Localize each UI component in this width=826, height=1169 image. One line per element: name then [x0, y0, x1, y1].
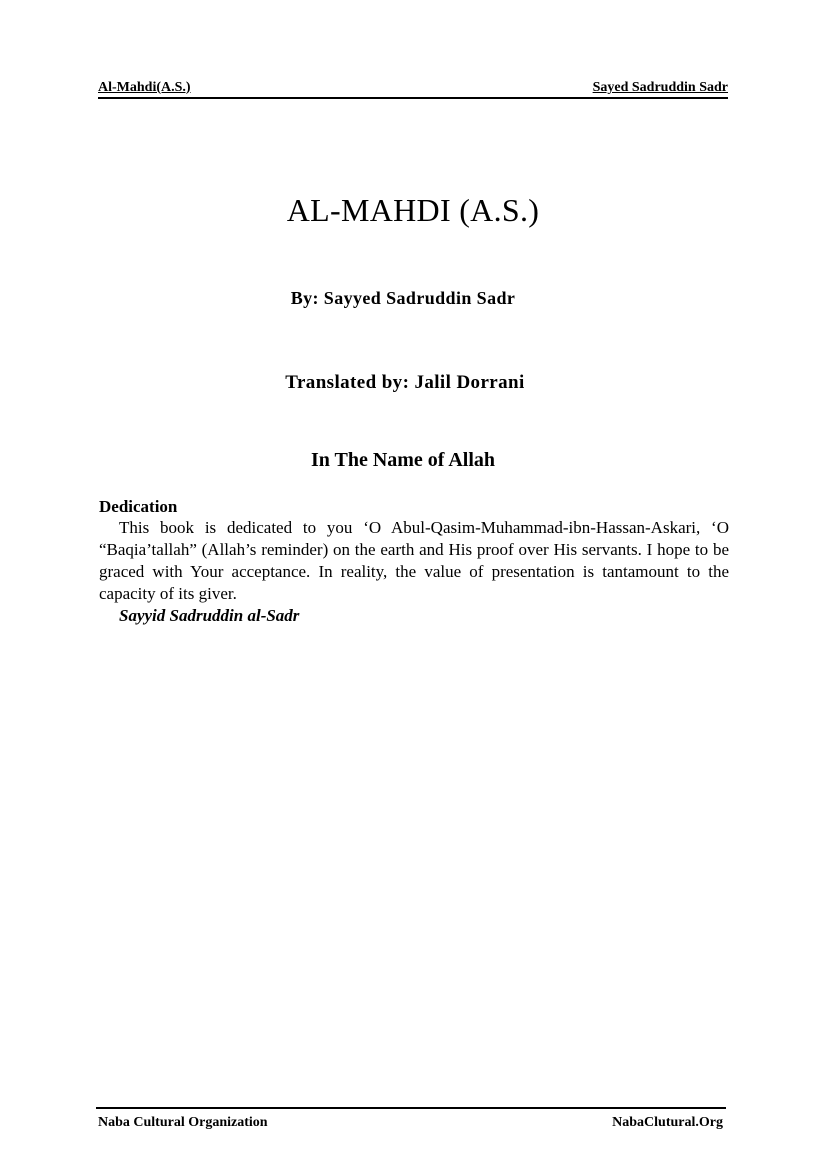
- dedication-signature: Sayyid Sadruddin al-Sadr: [119, 606, 300, 625]
- translator-line: Translated by: Jalil Dorrani: [285, 372, 525, 393]
- header-author: Sayed Sadruddin Sadr: [592, 80, 728, 95]
- footer-website: NabaClutural.Org: [612, 1115, 723, 1130]
- page-header: [98, 80, 728, 99]
- dedication-body: This book is dedicated to you ‘O Abul-Qasim-Muhammad-ibn-Hassan-Askari, ‘O “Baqia’tallah” (Allah’s reminder) on the earth and His proof over His servants. I hope to be graced with Your acceptance. In reality, the value of presentation is tantamount to the capacity of its giver.: [99, 518, 729, 603]
- header-book-title: Al-Mahdi(A.S.): [98, 80, 191, 95]
- page-footer: [96, 1107, 726, 1130]
- dedication-section: [99, 496, 729, 627]
- footer-organization: Naba Cultural Organization: [98, 1115, 268, 1130]
- bismillah-heading: In The Name of Allah: [310, 449, 496, 471]
- dedication-heading: Dedication: [99, 497, 178, 516]
- book-title: AL-MAHDI (A.S.): [286, 192, 540, 228]
- author-byline: By: Sayyed Sadruddin Sadr: [290, 288, 516, 308]
